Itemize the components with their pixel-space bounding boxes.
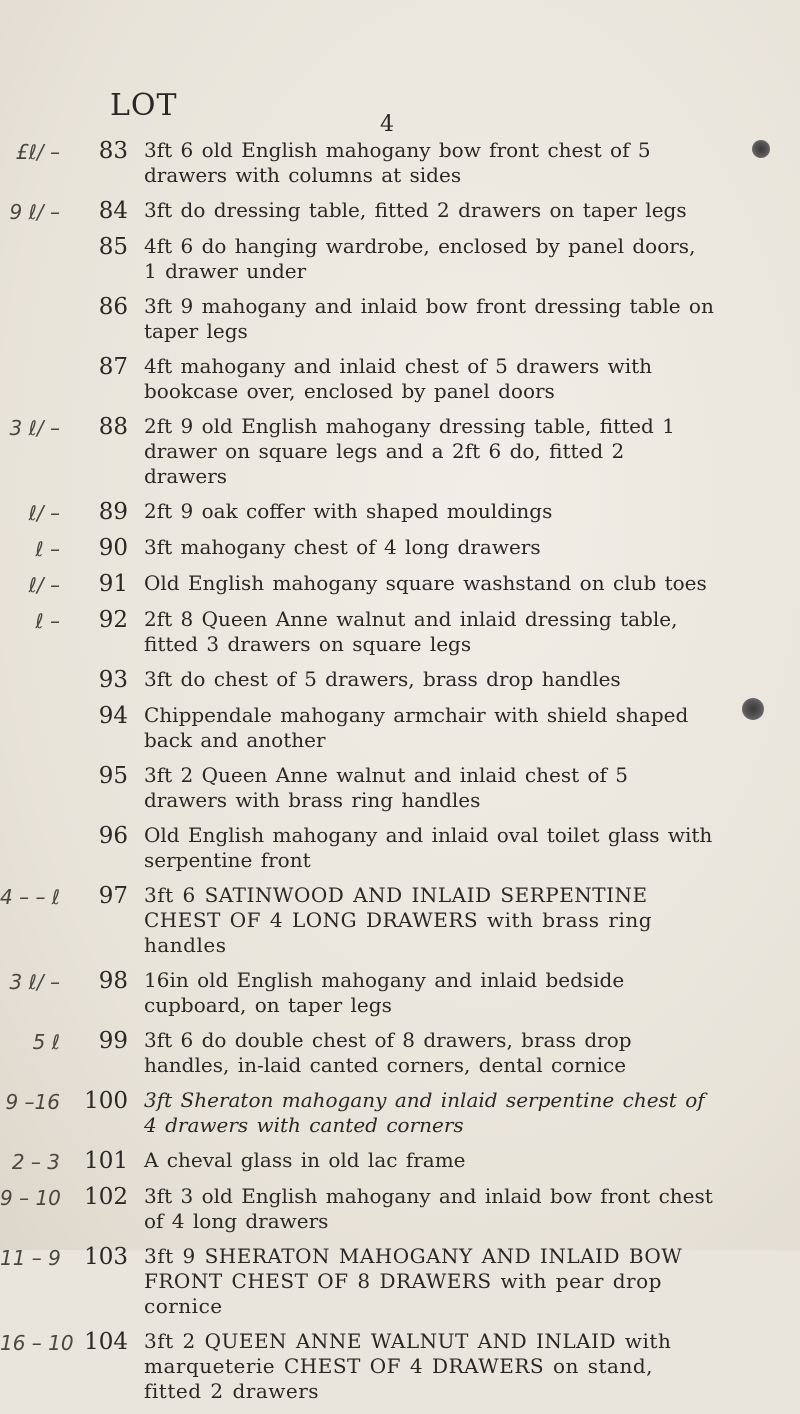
lot-description: 3ft 2 Queen Anne walnut and inlaid chest of 5 drawers with brass ring handles [144,763,629,812]
handwritten-price-mark: 9 –16 [5,1090,60,1114]
lot-entry [0,414,800,489]
lot-number: 100 [84,1088,128,1114]
lot-entry [0,1329,800,1404]
lot-entry [0,294,800,344]
lot-description: A cheval glass in old lac frame [144,1148,466,1172]
lot-number: 91 [98,571,128,597]
lot-number: 92 [98,607,128,633]
lot-description: Old English mahogany and inlaid oval toilet glass with serpentine front [144,823,713,872]
lot-entry [0,198,800,224]
handwritten-price-mark [0,763,60,765]
lot-description: 16in old English mahogany and inlaid bedside cupboard, on taper legs [144,968,625,1017]
lot-entry [0,883,800,958]
lot-description: 4ft 6 do hanging wardrobe, enclosed by panel doors, 1 drawer under [144,234,696,283]
lot-number: 94 [98,703,128,729]
lot-description: 3ft Sheraton mahogany and inlaid serpentine chest of 4 drawers with canted corners [144,1088,705,1137]
lot-entry [0,499,800,525]
lot-description: Chippendale mahogany armchair with shield shaped back and another [144,703,689,752]
lot-entry [0,968,800,1018]
handwritten-price-mark: 3 ℓ/ – [9,416,60,440]
lot-description: Old English mahogany square washstand on club toes [144,571,707,595]
lot-description: 3ft 6 old English mahogany bow front chest of 5 drawers with columns at sides [144,138,651,187]
lot-number: 98 [98,968,128,994]
lot-entry [0,1244,800,1319]
lot-entry [0,571,800,597]
lot-description: 3ft 9 mahogany and inlaid bow front dressing table on taper legs [144,294,714,343]
lot-number: 102 [84,1184,128,1210]
lot-entry [0,1148,800,1174]
lot-description: 3ft 2 QUEEN ANNE WALNUT AND INLAID with marqueterie CHEST OF 4 DRAWERS on stand, fitted 2 drawers [144,1329,672,1403]
lot-entry [0,667,800,693]
handwritten-price-mark: 16 – 10 [0,1331,74,1355]
lot-description: 3ft mahogany chest of 4 long drawers [144,535,541,559]
handwritten-price-mark: £ℓ/ – [15,140,60,164]
lot-number: 96 [98,823,128,849]
handwritten-price-mark: ℓ/ – [28,501,60,525]
lot-number: 89 [98,499,128,525]
handwritten-price-mark [0,703,60,705]
column-number: 4 [380,112,394,137]
lot-number: 99 [98,1028,128,1054]
lot-description: 3ft do dressing table, fitted 2 drawers on taper legs [144,198,687,222]
lot-number: 87 [98,354,128,380]
handwritten-price-mark [0,294,60,296]
lot-description: 4ft mahogany and inlaid chest of 5 drawers with bookcase over, enclosed by panel doors [144,354,653,403]
handwritten-price-mark [0,823,60,825]
lot-number: 93 [98,667,128,693]
lot-description: 3ft 6 do double chest of 8 drawers, brass drop handles, in-laid canted corners, dental cornice [144,1028,632,1077]
lot-description: 2ft 9 old English mahogany dressing table, fitted 1 drawer on square legs and a 2ft 6 do, fitted 2 drawers [144,414,675,488]
handwritten-price-mark: ℓ – [35,537,60,561]
handwritten-price-mark: 9 – 10 [0,1186,61,1210]
lot-number: 103 [84,1244,128,1270]
lot-description: 2ft 9 oak coffer with shaped mouldings [144,499,553,523]
handwritten-price-mark [0,667,60,669]
handwritten-price-mark: ℓ/ – [28,573,60,597]
lot-entry [0,703,800,753]
lot-description: 3ft do chest of 5 drawers, brass drop handles [144,667,621,691]
lot-number: 90 [98,535,128,561]
lot-entry [0,234,800,284]
lot-entry [0,535,800,561]
lot-description: 3ft 9 SHERATON MAHOGANY AND INLAID BOW FRONT CHEST OF 8 DRAWERS with pear drop cornice [144,1244,683,1318]
lot-entry [0,1184,800,1234]
handwritten-price-mark: ℓ – [35,609,60,633]
lot-number: 85 [98,234,128,260]
lot-number: 84 [98,198,128,224]
lot-number: 101 [84,1148,128,1174]
lot-number: 97 [98,883,128,909]
lot-entry [0,354,800,404]
lot-entry [0,138,800,188]
handwritten-price-mark [0,354,60,356]
lot-number: 95 [98,763,128,789]
lot-description: 3ft 3 old English mahogany and inlaid bow front chest of 4 long drawers [144,1184,713,1233]
lot-number: 104 [84,1329,128,1355]
lot-entry [0,1088,800,1138]
handwritten-price-mark: 2 – 3 [11,1150,60,1174]
handwritten-price-mark [0,234,60,236]
handwritten-price-mark: 5 ℓ [32,1030,60,1054]
lot-entry [0,763,800,813]
handwritten-price-mark: 9 ℓ/ – [9,200,60,224]
lot-list [0,138,800,1414]
handwritten-price-mark: 3 ℓ/ – [9,970,60,994]
lot-number: 83 [98,138,128,164]
lot-column-heading: LOT [110,88,178,123]
lot-description: 3ft 6 SATINWOOD AND INLAID SERPENTINE CHEST OF 4 LONG DRAWERS with brass ring handles [144,883,653,957]
lot-entry [0,1028,800,1078]
lot-number: 88 [98,414,128,440]
lot-entry [0,823,800,873]
handwritten-price-mark: 11 – 9 [0,1246,61,1270]
handwritten-price-mark: 4 – – ℓ [0,885,61,909]
lot-description: 2ft 8 Queen Anne walnut and inlaid dressing table, fitted 3 drawers on square legs [144,607,678,656]
lot-entry [0,607,800,657]
lot-number: 86 [98,294,128,320]
